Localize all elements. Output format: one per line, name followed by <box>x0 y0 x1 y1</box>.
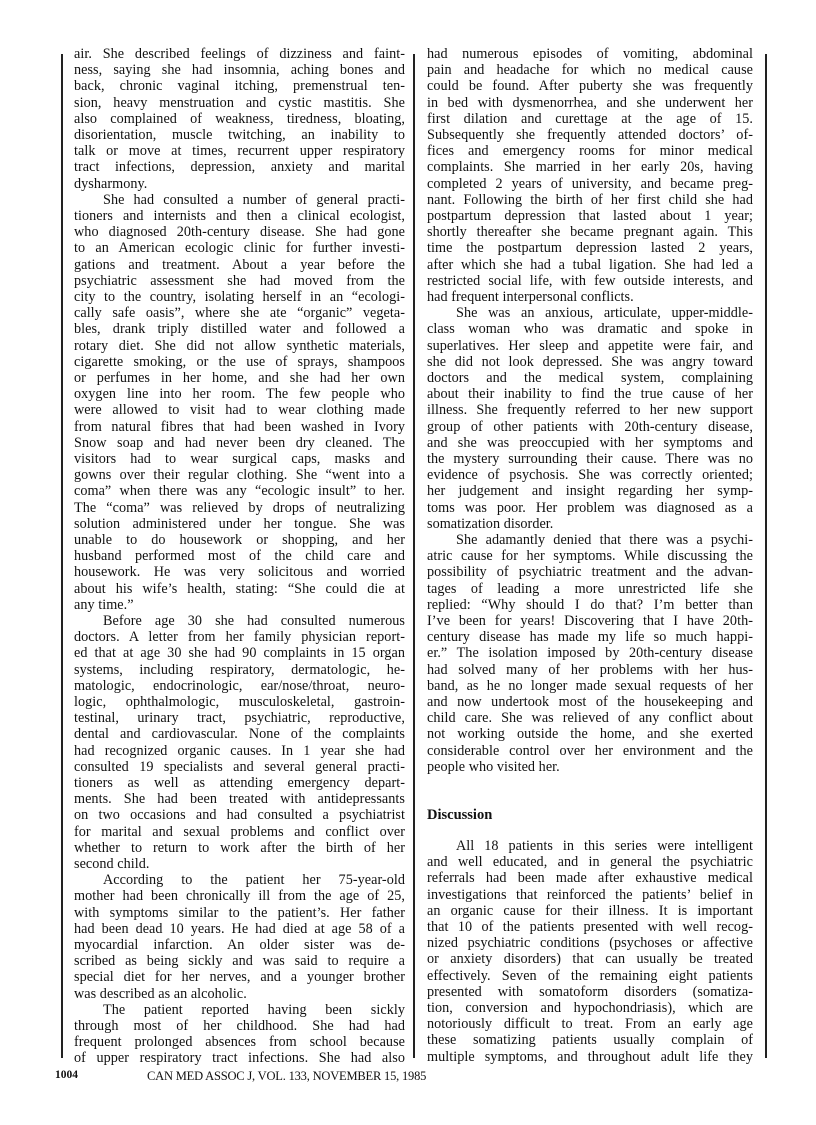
text-line: whether to return to work after the birth of her <box>74 839 405 856</box>
text-line: Subsequently she frequently attended doctors’ of- <box>427 127 753 143</box>
text-line: for marital and sexual problems and conflict over <box>74 823 405 840</box>
text-line: unable to do housework or shopping, and her <box>74 532 405 548</box>
text-line: superlatives. Her sleep and appetite were fair, and <box>427 337 753 354</box>
text-line: in bed with dysmenorrhea, and she underwent her <box>427 94 753 111</box>
text-line: logic, ophthalmologic, musculoskeletal, gastroin- <box>74 694 405 710</box>
text-line: an organic cause for their illness. It is important <box>427 902 753 919</box>
text-line: pain and headache for which no medical cause <box>427 62 753 79</box>
text-line: toms was poor. Her problem was diagnosed as a <box>427 499 753 516</box>
text-line: doctors. A letter from her family physician report- <box>74 629 405 646</box>
text-line: had frequent interpersonal conflicts. <box>427 289 634 305</box>
text-line: presented with somatoform disorders (somatiza- <box>427 983 753 1000</box>
text-line: All 18 patients in this series were intelligent <box>456 838 753 854</box>
text-line: myocardial infarction. An older sister was de- <box>74 937 405 953</box>
text-line: or anxiety disorders) that can usually be treated <box>427 951 753 968</box>
text-line: not working outside the home, and she exerted <box>427 726 753 743</box>
text-line: housework. He was very solicitous and worried <box>74 564 405 581</box>
text-line: and now undertook most of the housekeeping and <box>427 694 753 710</box>
section-heading-discussion: Discussion <box>427 807 493 823</box>
text-line: the mystery surrounding their cause. There was no <box>427 451 753 467</box>
text-line: could be found. After puberty she was frequently <box>427 78 753 95</box>
text-line: matologic, endocrinologic, ear/nose/throat, neuro- <box>74 677 405 694</box>
text-line: also complained of weakness, tiredness, bloating, <box>74 110 405 127</box>
text-line: consulted 19 specialists and several general practi- <box>74 758 405 775</box>
text-line: Snow soap and had never been dry cleaned. The <box>74 434 405 451</box>
text-line: city to the country, isolating herself in an “ecologi- <box>74 289 405 305</box>
text-line: talk or move at times, recurrent upper respiratory <box>74 143 405 160</box>
text-line: first dilation and curettage at the age of 15. <box>427 110 753 127</box>
text-line: replied: “Why should I do that? I’m better than <box>427 596 753 613</box>
text-line: tioners and internists and then a clinical ecologist, <box>74 208 405 224</box>
text-line: atric cause for her symptoms. While discussing the <box>427 548 753 565</box>
text-line: child care. She was relieved of any conflict about <box>427 710 753 727</box>
text-line: century disease has made my life so much happi- <box>427 629 753 646</box>
text-line: with symptoms similar to the patient’s. Her father <box>74 904 405 921</box>
text-line: solution administered under her tongue. She was <box>74 515 405 532</box>
text-line: about his wife’s health, stating: “She could die at <box>74 580 405 597</box>
text-line: disorientation, muscle twitching, an inability to <box>74 127 405 143</box>
text-line: tages of leading a more unrestricted life she <box>427 580 753 597</box>
text-line: referrals had been made after exhaustive medical <box>427 870 753 887</box>
text-line: cally safe oasis”, where she ate “organic” vegeta- <box>74 305 405 322</box>
text-line: second child. <box>74 856 150 872</box>
text-line: gowns over their regular clothing. She “went into a <box>74 467 405 484</box>
text-line: husband performed most of the child care and <box>74 548 405 565</box>
text-line: and she was preoccupied with her symptoms and <box>427 434 753 451</box>
text-line: complaints. She married in her early 20s, having <box>427 159 753 176</box>
text-line: possibility of psychiatric treatment and the advan- <box>427 564 753 581</box>
text-line: visitors had to wear surgical caps, masks and <box>74 451 405 467</box>
text-line: ness, saying she had insomnia, aching bones and <box>74 62 405 79</box>
left-margin-rule <box>61 54 63 1058</box>
text-line: er.” The isolation imposed by 20th-century disease <box>427 645 753 662</box>
text-line: from natural fibres that had been washed in Ivory <box>74 418 405 435</box>
text-line: that 10 of the patients presented with well recog- <box>427 919 753 935</box>
text-line: air. She described feelings of dizziness and faint- <box>74 46 405 62</box>
text-line: dental and cardiovascular. None of the complaints <box>74 726 405 743</box>
text-line: illness. She frequently referred to her new support <box>427 402 753 419</box>
text-line: According to the patient her 75-year-old <box>103 872 405 889</box>
text-line: testinal, urinary tract, psychiatric, reproductive, <box>74 710 405 727</box>
text-line: gations and treatment. About a year before the <box>74 256 405 273</box>
text-line: The “coma” was relieved by drops of neutralizing <box>74 499 405 516</box>
text-line: had solved many of her problems with her hus- <box>427 661 753 678</box>
text-line: had been dead 10 years. He had died at age 58 of a <box>74 920 405 937</box>
text-line: doctors and the medical system, complaining <box>427 370 753 386</box>
text-line: were allowed to visit had to wear clothing made <box>74 402 405 419</box>
page-number: 1004 <box>55 1069 78 1081</box>
journal-citation: CAN MED ASSOC J, VOL. 133, NOVEMBER 15, 1985 <box>147 1069 427 1083</box>
text-line: nant. Following the birth of her first child she had <box>427 191 753 208</box>
text-line: evidence of psychosis. She was correctly oriented; <box>427 467 753 484</box>
text-line: group of other patients with 20th-century disease, <box>427 418 753 435</box>
right-margin-rule <box>765 54 767 1058</box>
text-line: her judgement and insight regarding her symp- <box>427 483 753 500</box>
text-line: notoriously difficult to treat. From an early age <box>427 1016 753 1033</box>
text-line: mother had been chronically ill from the age of 25, <box>74 888 405 905</box>
text-line: shortly thereafter she became pregnant again. This <box>427 224 753 241</box>
text-line: considerable control over her environment and the <box>427 742 753 759</box>
text-line: these somatizing patients usually complain of <box>427 1032 753 1049</box>
text-line: rotary diet. She did not allow synthetic materials, <box>74 337 405 354</box>
text-line: she did not look depressed. She was angry toward <box>427 353 753 370</box>
text-line: of upper respiratory tract infections. She had also <box>74 1050 405 1067</box>
text-line: dysharmony. <box>74 175 148 192</box>
text-line: frequent prolonged absences from school because <box>74 1034 405 1051</box>
text-line: on two occasions and had consulted a psychiatrist <box>74 807 405 824</box>
text-line: people who visited her. <box>427 758 560 775</box>
text-line: nized psychiatric conditions (psychoses or affective <box>427 935 753 952</box>
text-line: restricted social life, with few outside interests, and <box>427 272 753 289</box>
text-line: fices and emergency rooms for minor medical <box>427 143 753 160</box>
text-line: Before age 30 she had consulted numerous <box>103 613 405 629</box>
text-line: postpartum depression that lasted about 1 year; <box>427 208 753 224</box>
text-line: effectively. Seven of the remaining eight patients <box>427 967 753 984</box>
text-line: was described as an alcoholic. <box>74 985 247 1002</box>
text-line: The patient reported having been sickly <box>103 1001 405 1018</box>
text-line: I’ve been for years! Discovering that I have 20th- <box>427 613 753 629</box>
text-line: ments. She had been treated with antidepressants <box>74 791 405 808</box>
text-line: systems, including respiratory, dermatologic, he- <box>74 661 405 678</box>
text-line: multiple symptoms, and throughout adult life they <box>427 1048 753 1065</box>
text-line: psychiatric assessment she had moved from the <box>74 272 405 289</box>
text-line: tract infections, depression, anxiety and marital <box>74 159 405 176</box>
text-line: sion, heavy menstruation and cystic mastitis. She <box>74 94 405 111</box>
text-line: had numerous episodes of vomiting, abdominal <box>427 46 753 62</box>
text-line: bles, drank triply distilled water and followed a <box>74 321 405 338</box>
text-line: or perfumes in her home, and she had her own <box>74 370 405 386</box>
text-line: any time.” <box>74 596 134 613</box>
text-line: somatization disorder. <box>427 515 554 532</box>
text-line: band, as he no longer made sexual requests of her <box>427 677 753 694</box>
text-line: She adamantly denied that there was a psychi- <box>456 532 753 548</box>
text-line: tioners as well as attending emergency depart- <box>74 775 405 791</box>
text-line: class woman who was dramatic and spoke in <box>427 321 753 338</box>
text-line: She was an anxious, articulate, upper-middle- <box>456 305 753 322</box>
text-line: completed 2 years of university, and became preg- <box>427 175 753 192</box>
text-line: investigations that reinforced the patients’ belief in <box>427 886 753 903</box>
text-line: to an American ecologic clinic for further investi- <box>74 240 405 257</box>
text-line: through most of her childhood. She had had <box>74 1018 405 1034</box>
text-line: who diagnosed 20th-century disease. She had gone <box>74 224 405 241</box>
text-line: and well educated, and in general the psychiatric <box>427 854 753 871</box>
text-line: special diet for her nerves, and a younger brother <box>74 969 405 986</box>
column-divider-rule <box>413 54 415 1058</box>
text-line: tion, conversion and hypochondriasis), which are <box>427 1000 753 1016</box>
text-line: time the postpartum depression lasted 2 years, <box>427 240 753 257</box>
text-line: had recognized organic causes. In 1 year she had <box>74 742 405 759</box>
text-line: ed that at age 30 she had 90 complaints in 15 organ <box>74 645 405 662</box>
text-line: about their inability to find the true cause of her <box>427 386 753 403</box>
text-line: coma” when there was any “ecologic insult” to her. <box>74 483 405 500</box>
text-line: back, chronic vaginal itching, premenstrual ten- <box>74 78 405 95</box>
text-line: oxygen line into her room. The few people who <box>74 386 405 403</box>
text-line: cigarette smoking, or the use of sprays, shampoos <box>74 353 405 370</box>
text-line: She had consulted a number of general practi- <box>103 191 405 208</box>
text-line: scribed as being sickly and was said to require a <box>74 953 405 970</box>
text-line: after which she had a tubal ligation. She had led a <box>427 256 753 273</box>
